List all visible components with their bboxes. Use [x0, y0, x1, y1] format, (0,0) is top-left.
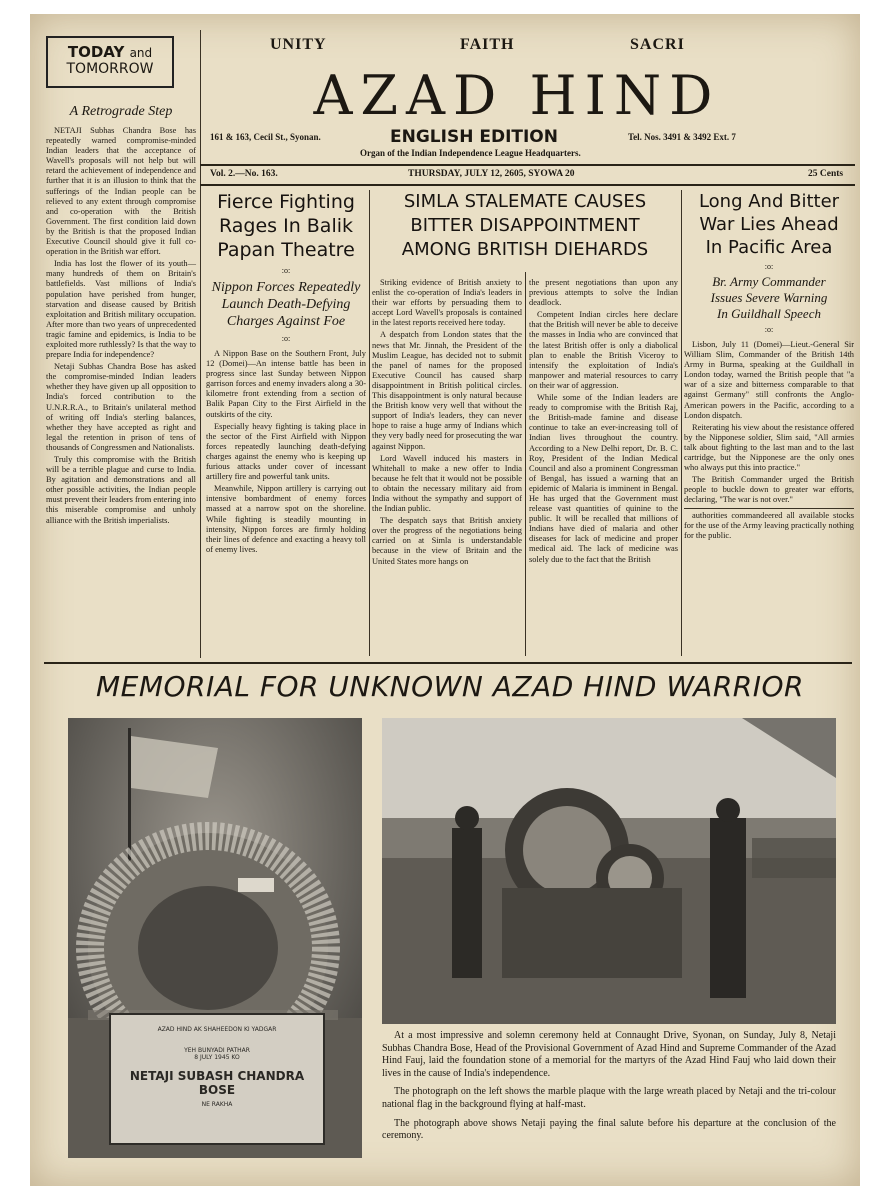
masthead-telephone: Tel. Nos. 3491 & 3492 Ext. 7: [628, 132, 736, 142]
dateline-rule: [200, 184, 855, 186]
column-rule: [681, 190, 682, 656]
today-label: TODAY: [67, 43, 125, 61]
story-body: Striking evidence of British anxiety to enlist the co-operation of India's leaders in their war efforts by persuading them to accept Lord Wavell's proposals is contained in the latest reports received here today. A despatch from London states that the news that Mr. Jinnah, the President of the Muslim League, has decided not to submit the panel of names for the proposed Executive Council has caused sharp disappointment in British political circles. This disappointment is only natural because the British know very well that without the support of India's leaders, they can never hope to raise a huge army of Indians which they very badly need for prosecuting the war against Nippon. Lord Wavell induced his masters in Whitehall to make a new offer to India because he felt that it would not be possible to obtain the necessary military aid from India without the sympathy and support of the Indian public. The despatch says that British anxiety over the progress of the negotiations being carried on at Simla is understandable because in the view of Britain and the United States more hangs on: [372, 278, 522, 566]
column-rule: [369, 190, 370, 656]
newspaper-page: [30, 14, 860, 1186]
editorial-body: [46, 126, 196, 528]
story-balik-papan: Fierce Fighting Rages In Balik Papan Theatre :o: Nippon Forces Repeatedly Launch Death-Defying Charges Against Foe :o: A Nippon Base on the Southern Front, July 12 (Domei)—An intense battle has been in progress since last Sunday between Nippon garrison forces and enemy invaders along a 30-kilometre front extending from a section of Balik Papan City to the First Airfield in the outskirts of the city. Especially heavy fighting is taking place in the sector of the First Airfield with Nippon forces repeatedly launching death-defying charges against the enemy who is keeping up furious attacks under cover of incessant artillery fire and powerful tank units. Meanwhile, Nippon artillery is carrying out intensive bombardment of enemy forces massed at a narrow spot on the shoreline. While fighting is steadily mounting in intensity, Nippon forces are firmly holding their lines of defence and exacting a heavy toll of enemy lives.: [206, 191, 366, 554]
tomorrow-label: TOMORROW: [66, 61, 154, 77]
masthead-unity: UNITY: [270, 36, 327, 53]
separator: :o:: [281, 266, 291, 275]
photo-plaque-wreath: [68, 718, 362, 1158]
story-body-continued: the present negotiations than upon any previous attempts to solve the Indian deadlock. Competent Indian circles here declare that the British will never be able to deceive the masses in India who are convinced that the latest British offer is only a diabolical plan to enable the British Viceroy to intensify the exploitation of India's manpower and material resources to carry on their war of aggression. While some of the Indian leaders are ready to compromise with the British Raj, the British-made famine and disease continue to take an ever-increasing toll of Indian lives throughout the country. According to a New Delhi report, Dr. B. C. Roy, President of the Indian Medical Council and also a prominent Congressman of Bengal, has issued a warning that an epidemic of Malaria is imminent in Bengal. He has urged that the Government must release vast quantities of quinine to the public. It will be recalled that millions of Indians have died of malaria and other diseases for lack of medicine and proper medical aid. The lack of medicine was solely due to the fact that the British: [529, 278, 678, 564]
story-headline: Fierce Fighting Rages In Balik Papan Theatre: [217, 191, 355, 261]
masthead-address: 161 & 163, Cecil St., Syonan.: [210, 132, 321, 142]
editorial-paragraph: Truly this compromise with the British will be a terrible plague and curse to India. By agitation and demonstrations and all other possible activities, the Indian people must prevent their leaders from entering into this miserable compromise and unholy alliance with the British imperialists.: [46, 455, 196, 525]
plaque-text: AZAD HIND AK SHAHEEDON KI YADGAR YEH BUNYADI PATHAR 8 JULY 1945 KO NETAJI SUBASH CHANDRA BOSE NE RAKHA: [129, 1026, 305, 1108]
story-simla-stalemate: [372, 190, 678, 262]
story-headline: Long And Bitter War Lies Ahead In Pacific Area: [698, 191, 840, 258]
issue-date: THURSDAY, JULY 12, 2605, SYOWA 20: [408, 169, 575, 179]
masthead-sacrifice: SACRI: [630, 36, 685, 53]
editorial-paragraph: India has lost the flower of its youth—many hundreds of them on Britain's battlefields. Vast millions of India's population have perished from hunger, starvation and disease caused by British exploitation and British military occupation. After more than two years of unprecedented tragic famine and epidemics, is India to be exploited more ruthlessly? Is that the way to prepare India for independence?: [46, 259, 196, 360]
masthead-title: AZAD HIND: [313, 64, 721, 127]
caption-paragraph: At a most impressive and solemn ceremony held at Connaught Drive, Syonan, on Sunday, July 8, Netaji Subhas Chandra Bose, Head of the Provisional Government of Azad Hind and Supreme Commander of the Azad Hind Fauj, laid the foundation stone of a memorial for the martyrs of the Azad Hind Fauj who laid down their lives in the cause of India's independence.: [382, 1030, 836, 1079]
editorial-paragraph: NETAJI Subhas Chandra Bose has repeatedly warned compromise-minded Indian leaders that the acceptance of Wavell's proposals will not help but will retard the achievement of independence and further that it is an illusion to think that the sufferings of the Indian people can be relieved to any extent through compromise and co-operation with the British Government. The first condition laid down by the British is that the proposed Indian Executive Council should give it full co-operation in the British war effort.: [46, 126, 196, 257]
photo-netaji-salute: [382, 718, 836, 1024]
and-label: and: [129, 46, 153, 60]
caption-paragraph: The photograph above shows Netaji paying the final salute before his departure at the conclusion of the ceremony.: [382, 1117, 836, 1142]
price: 25 Cents: [808, 169, 844, 179]
separator: :o:: [764, 262, 774, 271]
column-rule: [200, 30, 201, 658]
volume-number: Vol. 2.—No. 163.: [210, 169, 278, 179]
story-deck: Br. Army Commander Issues Severe Warning In Guildhall Speech: [710, 274, 828, 321]
column-rule: [525, 272, 526, 656]
masthead-rule: [200, 164, 855, 166]
section-rule: [44, 662, 852, 664]
editorial-paragraph: Netaji Subhas Chandra Bose has asked the compromise-minded Indian leaders whether they have given up all opposition to India's forced contribution to the U.N.R.R.A., to Britain's unilateral method of writing off India's sterling balances, whether they have accepted as right and legal the retention in prison of tens of thousands of Congressmen and Nationalists.: [46, 362, 196, 452]
story-deck: Nippon Forces Repeatedly Launch Death-Defying Charges Against Foe: [211, 280, 361, 329]
today-tomorrow-box: [46, 36, 174, 88]
story-pacific-war: Long And Bitter War Lies Ahead In Pacific Area :o: Br. Army Commander Issues Severe Warning In Guildhall Speech :o: Lisbon, July 11 (Domei)—Lieut.-General Sir William Slim, Commander of the British 14th Army in Burma, speaking at the Guildhall in London today, warned the British people that "a war of a size and bitterness comparable to that against Germany" still confronts the Anglo-American powers in the Pacific, according to a London dispatch. Reiterating his view about the resistance offered by the Nipponese soldier, Slim said, "All armies talk about fighting to the last man and to the last cartridge, but the Nipponese are the only ones who always put this into practice." The British Commander urged the British people to buckle down to greater war efforts, declaring, "The war is not over." authorities commandeered all available stocks for the use of the Army leaving practically nothing for the public.: [684, 191, 854, 540]
masthead-organ: Organ of the Indian Independence League Headquarters.: [360, 148, 581, 158]
masthead-faith: FAITH: [460, 36, 515, 53]
caption-paragraph: The photograph on the left shows the marble plaque with the large wreath placed by Netaji and the tri-colour national flag in the background flying at half-mast.: [382, 1086, 836, 1110]
story-headline: SIMLA STALEMATE CAUSES BITTER DISAPPOINTMENT AMONG BRITISH DIEHARDS: [401, 191, 649, 260]
editorial-title: A Retrograde Step: [69, 104, 173, 119]
story-body: Lisbon, July 11 (Domei)—Lieut.-General Sir William Slim, Commander of the British 14th Army in Burma, speaking at the Guildhall in London today, warned the British people that "a war of a size and bitterness comparable to that against Germany" still confronts the Anglo-American powers in the Pacific, according to a London dispatch. Reiterating his view about the resistance offered by the Nipponese soldier, Slim said, "All armies talk about fighting to the last man and to the last cartridge, but the Nipponese are the only ones who always put this into practice." The British Commander urged the British people to buckle down to greater war efforts, declaring, "The war is not over." authorities commandeered all available stocks for the use of the Army leaving practically nothing for the public.: [684, 340, 854, 540]
masthead-edition: ENGLISH EDITION: [390, 127, 558, 147]
story-body: A Nippon Base on the Southern Front, July 12 (Domei)—An intense battle has been in progress since last Sunday between Nippon garrison forces and enemy invaders along a 30-kilometre front extending from a section of Balik Papan City to the First Airfield in the outskirts of the city. Especially heavy fighting is taking place in the sector of the First Airfield with Nippon forces repeatedly launching death-defying charges against the enemy who is keeping up furious attacks under cover of incessant artillery fire and powerful tank units. Meanwhile, Nippon artillery is carrying out intensive bombardment of enemy forces massed at a narrow spot on the shoreline. While fighting is steadily mounting in intensity, Nippon forces are firmly holding their lines of defence and exacting a heavy toll of enemy lives.: [206, 349, 366, 554]
memorial-caption: [382, 1030, 836, 1149]
memorial-headline: MEMORIAL FOR UNKNOWN AZAD HIND WARRIOR: [95, 670, 804, 703]
netaji-salute-image: [382, 718, 836, 1024]
